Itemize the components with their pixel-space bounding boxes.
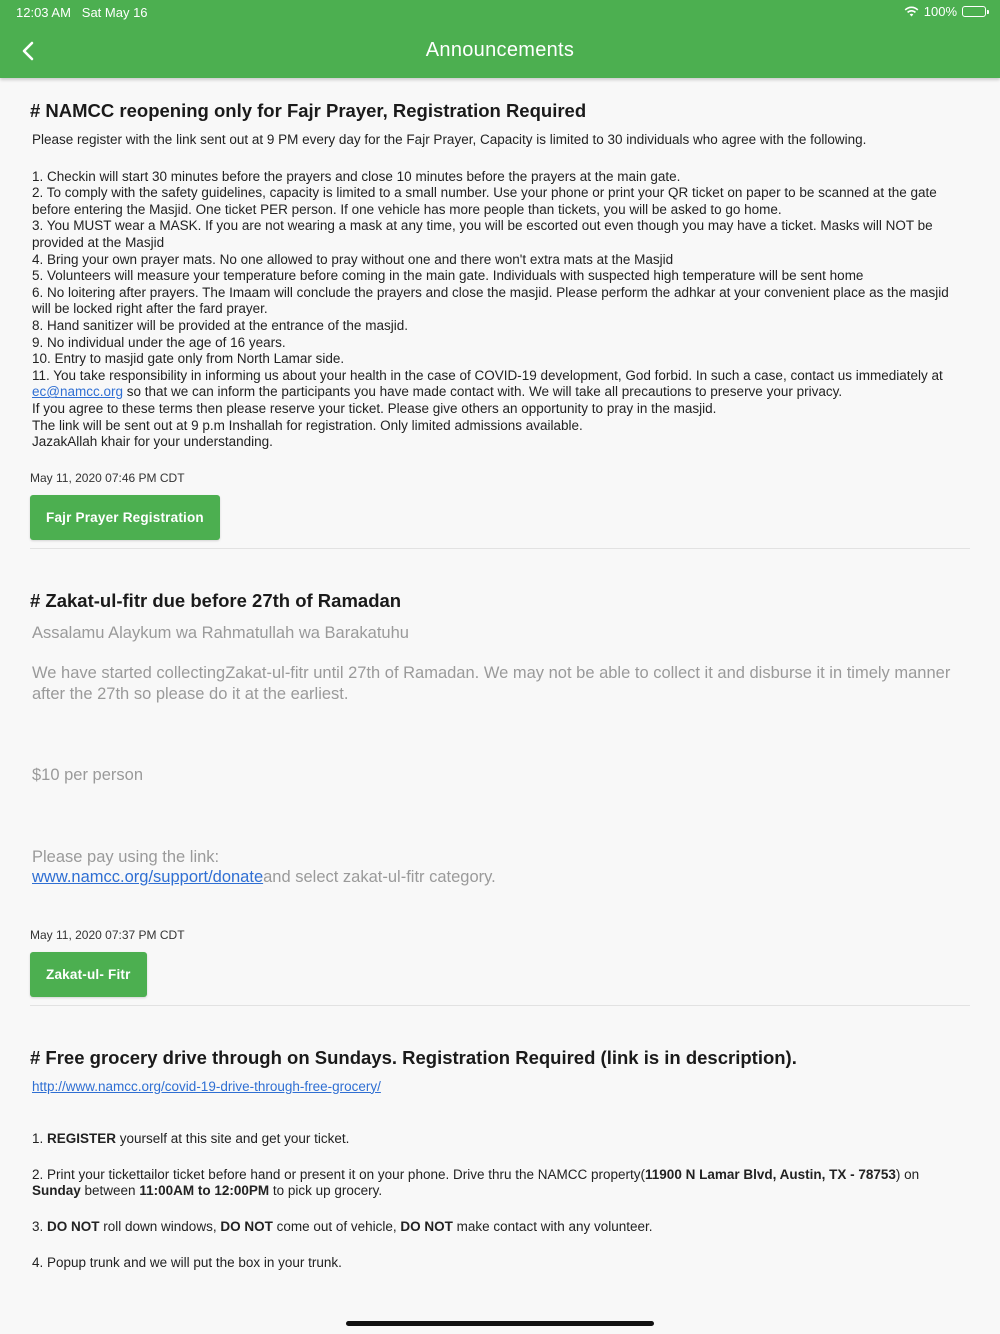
rule-11-text-end: so that we can inform the participants you have made contact with. We will take all precautions to preserve your privacy. (123, 384, 843, 400)
rule-6: 6. No loitering after prayers. The Imaam will conclude the prayers and close the masjid. Please perform the adhkar at your convenient place as the masjid will be locked right after the fard prayer. (32, 284, 949, 317)
grocery-link[interactable]: http://www.namcc.org/covid-19-drive-through-free-grocery/ (32, 1078, 381, 1094)
announcement-body (30, 132, 970, 451)
announcement-date: May 11, 2020 07:37 PM CDT (30, 927, 185, 942)
email-link[interactable]: ec@namcc.org (32, 384, 123, 400)
home-indicator[interactable] (346, 1321, 654, 1326)
rule-9: 9. No individual under the age of 16 years. (32, 334, 286, 350)
announcement-title: # Free grocery drive through on Sundays. Registration Required (link is in description). (30, 1046, 797, 1068)
step-text: yourself at this site and get your ticket. (116, 1131, 350, 1147)
rule-10: 10. Entry to masjid gate only from North Lamar side. (32, 351, 345, 367)
pay-line (32, 867, 970, 888)
zakat-button[interactable]: Zakat-ul- Fitr (30, 952, 147, 997)
step-text: make contact with any volunteer. (452, 1219, 653, 1235)
step-bold: DO NOT (47, 1219, 100, 1235)
step-number: 3. (32, 1219, 48, 1235)
announcement-title: # Zakat-ul-fitr due before 27th of Ramadan (30, 589, 402, 611)
step-text: come out of vehicle, (272, 1219, 401, 1235)
announcement-body (30, 623, 970, 888)
rule-11 (32, 368, 970, 401)
price: $10 per person (32, 766, 143, 785)
grocery-link-line (32, 1079, 970, 1096)
step-text: ) on (895, 1166, 920, 1182)
donate-link[interactable]: www.namcc.org/support/donate (32, 868, 264, 887)
wifi-icon (904, 6, 919, 17)
step-text: to pick up grocery. (269, 1183, 383, 1199)
announcement-grocery (30, 1047, 970, 1272)
step-text: roll down windows, (99, 1219, 221, 1235)
divider (30, 548, 970, 549)
body-intro: Please register with the link sent out at 9 PM every day for the Fajr Prayer, Capacity is limited to 30 individuals who agree with the following. (32, 132, 867, 147)
time-range: 11:00AM to 12:00PM (139, 1183, 270, 1199)
body-paragraph: We have started collectingZakat-ul-fitr until 27th of Ramadan. We may not be able to collect it and disburse it in timely manner after the 27th so please do it at the earliest. (32, 664, 951, 703)
announcement-title: # NAMCC reopening only for Fajr Prayer, Registration Required (30, 100, 587, 121)
address: 11900 N Lamar Blvd, Austin, TX - 78753 (645, 1166, 896, 1182)
announcement-zakat (30, 590, 970, 1006)
step-text: between (80, 1183, 140, 1199)
greeting: Assalamu Alaykum wa Rahmatullah wa Barakatuhu (32, 623, 409, 642)
closing-3: JazakAllah khair for your understanding. (32, 434, 273, 450)
step-bold: DO NOT (220, 1219, 273, 1235)
closing-1: If you agree to these terms then please reserve your ticket. Please give others an opportunity to pray in the masjid. (32, 400, 717, 416)
step-4: 4. Popup trunk and we will put the box in your trunk. (32, 1254, 342, 1270)
pay-label: Please pay using the link: (32, 847, 220, 866)
rule-5: 5. Volunteers will measure your temperature before coming in the main gate. Individuals with suspected high temperature will be sent home (32, 268, 864, 284)
announcement-date: May 11, 2020 07:46 PM CDT (30, 470, 185, 485)
rule-1: 1. Checkin will start 30 minutes before the prayers and close 10 minutes before the prayers at the main gate. (32, 168, 681, 184)
rule-2: 2. To comply with the safety guidelines, capacity is limited to a small number. Use your phone or print your QR ticket on paper to be scanned at the gate before entering the Masjid. One ticket PER person. If one vehicle has more people than tickets, you will be asked to go home. (32, 185, 937, 217)
announcement-list[interactable] (30, 100, 970, 1271)
announcement-fajr (30, 100, 970, 549)
fajr-registration-button[interactable]: Fajr Prayer Registration (30, 495, 220, 540)
announcement-body (30, 1079, 970, 1272)
rule-3: 3. You MUST wear a MASK. If you are not wearing a mask at any time, you will be escorted out even though you may have a ticket. Masks will NOT be provided at the Masjid (32, 218, 933, 250)
status-indicators (904, 4, 986, 19)
step-1 (32, 1131, 970, 1148)
status-date: Sat May 16 (81, 5, 148, 20)
step-2 (32, 1167, 970, 1200)
rule-8: 8. Hand sanitizer will be provided at the entrance of the masjid. (32, 317, 408, 333)
step-bold: DO NOT (400, 1219, 453, 1235)
divider (30, 1005, 970, 1006)
closing-2: The link will be sent out at 9 p.m Inshallah for registration. Only limited admissions available. (32, 417, 583, 433)
pay-line-text: and select zakat-ul-fitr category. (263, 868, 496, 887)
battery-percent: 100% (923, 4, 957, 19)
day: Sunday (32, 1183, 81, 1199)
step-number: 1. (32, 1131, 48, 1147)
status-clock: 12:03 AM (16, 5, 71, 20)
rule-11-text: 11. You take responsibility in informing us about your health in the case of COVID-19 development, God forbid. In such a case, contact us immediately at (32, 367, 943, 383)
page-title: Announcements (425, 39, 575, 61)
battery-icon (962, 6, 986, 17)
step-text: 2. Print your tickettailor ticket before hand or present it on your phone. Drive thru the NAMCC property( (32, 1166, 646, 1182)
step-3 (32, 1219, 970, 1236)
rule-4: 4. Bring your own prayer mats. No one allowed to pray without one and there won't extra mats at the Masjid (32, 251, 674, 267)
step-bold: REGISTER (47, 1131, 117, 1147)
nav-header (0, 0, 1000, 78)
status-time (16, 5, 148, 20)
